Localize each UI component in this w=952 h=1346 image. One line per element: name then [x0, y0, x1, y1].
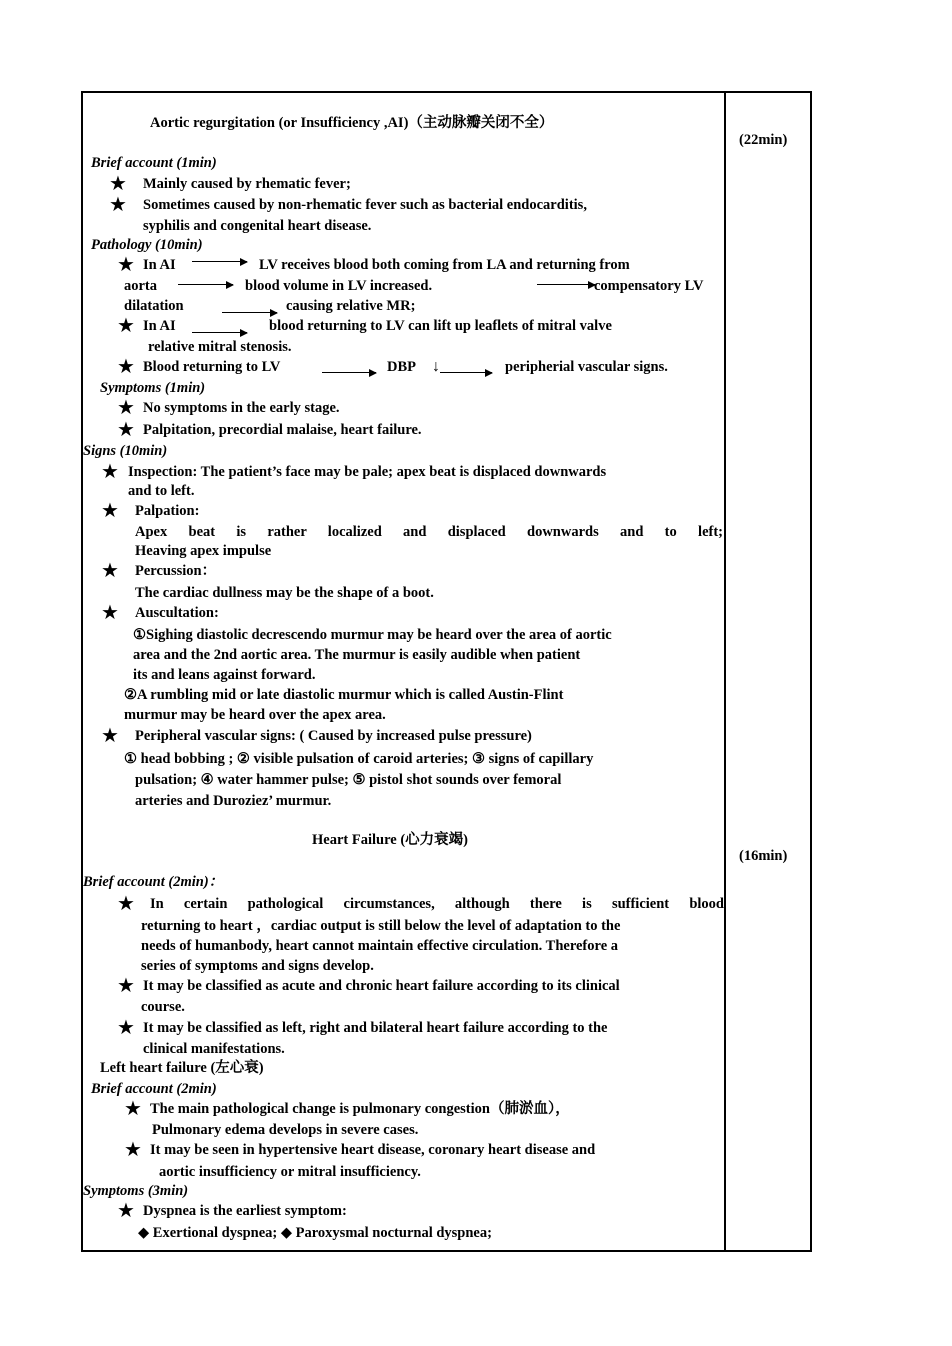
- column-divider: [724, 91, 726, 1252]
- star-bullet-icon: ★: [117, 975, 135, 997]
- text-line: course.: [141, 999, 185, 1015]
- text-line: arteries and Duroziez’ murmur.: [135, 793, 332, 809]
- text-line: It may be classified as left, right and bilateral heart failure according to the: [143, 1020, 608, 1036]
- heading-left-heart-failure: Left heart failure (左心衰): [100, 1060, 264, 1076]
- text-line: Palpitation, precordial malaise, heart failure.: [143, 422, 422, 438]
- star-bullet-icon: ★: [117, 419, 135, 441]
- text-line: Sometimes caused by non-rhematic fever such as bacterial endocarditis,: [143, 197, 587, 213]
- star-bullet-icon: ★: [117, 893, 135, 915]
- text-line: In AI: [143, 318, 176, 334]
- text-line: and to left.: [128, 483, 195, 499]
- star-bullet-icon: ★: [101, 725, 119, 747]
- text-line: Palpation:: [135, 503, 200, 519]
- text-line: The cardiac dullness may be the shape of a boot.: [135, 585, 434, 601]
- arrow-right-icon: [192, 261, 247, 262]
- text-line: Auscultation:: [135, 605, 219, 621]
- arrow-right-icon: [322, 372, 376, 373]
- star-bullet-icon: ★: [101, 560, 119, 582]
- heading-symptoms: Symptoms (3min): [83, 1183, 189, 1199]
- star-bullet-icon: ★: [124, 1098, 142, 1120]
- star-bullet-icon: ★: [117, 397, 135, 419]
- text-line: ②A rumbling mid or late diastolic murmur which is called Austin-Flint: [124, 687, 564, 703]
- text-line: peripherial vascular signs.: [505, 359, 668, 375]
- text-line: ①Sighing diastolic decrescendo murmur may be heard over the area of aortic: [133, 627, 612, 643]
- star-bullet-icon: ★: [117, 1017, 135, 1039]
- time-label-heart-failure: (16min): [739, 848, 788, 864]
- text-line: series of symptoms and signs develop.: [141, 958, 374, 974]
- text-line: syphilis and congenital heart disease.: [143, 218, 372, 234]
- text-line: It may be seen in hypertensive heart disease, coronary heart disease and: [150, 1142, 596, 1158]
- arrow-right-icon: [440, 372, 492, 373]
- text-line: The main pathological change is pulmonary congestion（肺淤血），: [150, 1101, 570, 1117]
- text-line: causing relative MR;: [286, 298, 416, 314]
- text-line: Mainly caused by rhematic fever;: [143, 176, 351, 192]
- heading-brief-account: Brief account (2min)：: [83, 874, 224, 890]
- arrow-right-icon: [222, 312, 277, 313]
- text-line: aortic insufficiency or mitral insufficiency.: [159, 1164, 421, 1180]
- star-bullet-icon: ★: [101, 602, 119, 624]
- star-bullet-icon: ★: [109, 173, 127, 195]
- text-line: Apex beat is rather localized and displaced downwards and to left;: [135, 524, 723, 540]
- text-line: No symptoms in the early stage.: [143, 400, 340, 416]
- text-line: needs of humanbody, heart cannot maintain effective circulation. Therefore a: [141, 938, 618, 954]
- text-line: Blood returning to LV: [143, 359, 281, 375]
- star-bullet-icon: ★: [117, 315, 135, 337]
- star-bullet-icon: ★: [101, 461, 119, 483]
- star-bullet-icon: ★: [117, 1200, 135, 1222]
- text-line: returning to heart ，cardiac output is still below the level of adaptation to the: [141, 918, 621, 934]
- time-label-ai: (22min): [739, 132, 788, 148]
- star-bullet-icon: ★: [124, 1139, 142, 1161]
- text-line: ◆ Exertional dyspnea; ◆ Paroxysmal nocturnal dyspnea;: [138, 1225, 492, 1241]
- section-title-ai: Aortic regurgitation (or Insufficiency ,AI)（主动脉瓣关闭不全）: [150, 115, 554, 131]
- star-bullet-icon: ★: [117, 254, 135, 276]
- text-line: In AI: [143, 257, 176, 273]
- text-line: clinical manifestations.: [143, 1041, 285, 1057]
- star-bullet-icon: ★: [101, 500, 119, 522]
- star-bullet-icon: ★: [109, 194, 127, 216]
- heading-brief-account: Brief account (2min): [91, 1081, 217, 1097]
- arrow-right-icon: [178, 284, 233, 285]
- text-line: murmur may be heard over the apex area.: [124, 707, 386, 723]
- text-line: blood returning to LV can lift up leaflets of mitral valve: [269, 318, 612, 334]
- text-line: Heaving apex impulse: [135, 543, 272, 559]
- text-line: relative mitral stenosis.: [148, 339, 292, 355]
- text-line: ① head bobbing ; ② visible pulsation of caroid arteries; ③ signs of capillary: [124, 751, 594, 767]
- arrow-right-icon: [192, 332, 247, 333]
- text-line: It may be classified as acute and chronic heart failure according to its clinical: [143, 978, 620, 994]
- text-line: DBP: [387, 359, 416, 375]
- text-line: area and the 2nd aortic area. The murmur is easily audible when patient: [133, 647, 581, 663]
- text-line: aorta: [124, 278, 158, 294]
- section-title-heart-failure: Heart Failure (心力衰竭): [312, 832, 468, 848]
- star-bullet-icon: ★: [117, 356, 135, 378]
- text-line: Dyspnea is the earliest symptom:: [143, 1203, 347, 1219]
- heading-signs: Signs (10min): [83, 443, 168, 459]
- text-line: Percussion：: [135, 563, 217, 579]
- text-line: blood volume in LV increased.: [245, 278, 433, 294]
- heading-brief-account: Brief account (1min): [91, 155, 217, 171]
- text-line: In certain pathological circumstances, although there is sufficient blood: [150, 896, 724, 912]
- heading-symptoms: Symptoms (1min): [100, 380, 206, 396]
- arrow-down-icon: ↓: [432, 358, 440, 375]
- text-line: Pulmonary edema develops in severe cases.: [152, 1122, 419, 1138]
- text-line: compensatory LV: [594, 278, 704, 294]
- text-line: pulsation; ④ water hammer pulse; ⑤ pistol shot sounds over femoral: [135, 772, 562, 788]
- text-line: dilatation: [124, 298, 184, 314]
- text-line: Inspection: The patient’s face may be pale; apex beat is displaced downwards: [128, 464, 607, 480]
- text-line: Peripheral vascular signs: ( Caused by increased pulse pressure): [135, 728, 532, 744]
- arrow-right-icon: [537, 284, 595, 285]
- heading-pathology: Pathology (10min): [91, 237, 203, 253]
- text-line: its and leans against forward.: [133, 667, 316, 683]
- text-line: LV receives blood both coming from LA and returning from: [259, 257, 630, 273]
